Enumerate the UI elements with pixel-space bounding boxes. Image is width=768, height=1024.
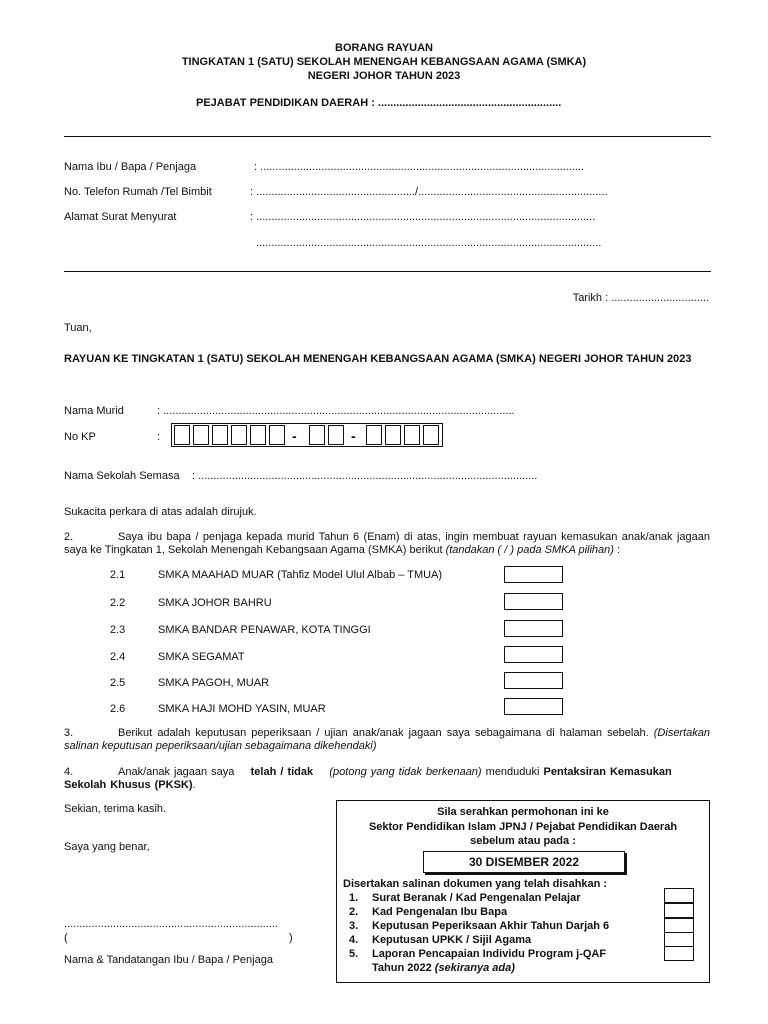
notice-line3: sebelum atau pada :: [470, 835, 576, 847]
ic-digit-box[interactable]: [309, 425, 325, 445]
school-choice-number: 2.2: [110, 597, 126, 609]
letter-subject: RAYUAN KE TINGKATAN 1 (SATU) SEKOLAH MENENGAH KEBANGSAAN AGAMA (SMKA) NEGERI JOHOR TAHUN 2023: [64, 353, 692, 365]
ic-digit-box[interactable]: [404, 425, 420, 445]
phone-label: No. Telefon Rumah /Tel Bimbit: [64, 186, 212, 198]
document-item: Laporan Pencapaian Individu Program j-QAF: [372, 948, 607, 960]
district-office-field[interactable]: PEJABAT PENDIDIKAN DAERAH : ............................................................: [196, 97, 562, 109]
ic-separator: -: [292, 428, 297, 444]
ic-digit-box[interactable]: [385, 425, 401, 445]
signature-label: Nama & Tandatangan Ibu / Bapa / Penjaga: [64, 954, 273, 966]
school-choice-checkbox[interactable]: [504, 698, 563, 715]
para4-text: Anak/anak jagaan saya telah / tidak (potong yang tidak berkenaan) menduduki Pentaksiran Kemasukan Sekolah Khusus (PKSK).: [64, 766, 672, 791]
student-name-label: Nama Murid: [64, 405, 124, 417]
address-field-line2[interactable]: .................................................................................................................: [256, 237, 602, 249]
intro-text: Sukacita perkara di atas adalah dirujuk.: [64, 506, 257, 518]
ic-digit-box[interactable]: [269, 425, 285, 445]
document-item: Keputusan Peperiksaan Akhir Tahun Darjah 6: [372, 920, 610, 932]
ic-digit-box[interactable]: [174, 425, 190, 445]
ic-digit-box[interactable]: [250, 425, 266, 445]
notice-line2: Sektor Pendidikan Islam JPNJ / Pejabat Pendidikan Daerah: [368, 821, 678, 833]
ic-digit-box[interactable]: [193, 425, 209, 445]
form-subtitle-year: NEGERI JOHOR TAHUN 2023: [307, 70, 461, 82]
school-choice-name: SMKA PAGOH, MUAR: [158, 677, 270, 689]
school-choice-number: 2.6: [110, 703, 126, 715]
ic-digit-box[interactable]: [328, 425, 344, 445]
closing-sincerely: Saya yang benar,: [64, 841, 150, 853]
document-checkbox[interactable]: [664, 932, 694, 947]
date-field[interactable]: Tarikh : ................................: [572, 292, 709, 304]
school-choice-number: 2.4: [110, 651, 126, 663]
divider-top: [64, 136, 711, 137]
closing-thanks: Sekian, terima kasih.: [64, 803, 167, 815]
school-choice-name: SMKA HAJI MOHD YASIN, MUAR: [158, 703, 326, 715]
document-number: 4.: [349, 934, 359, 946]
para3-number: 3.: [64, 727, 74, 739]
school-label: Nama Sekolah Semasa: [64, 470, 180, 482]
attendance-choice[interactable]: telah / tidak: [250, 766, 314, 778]
document-checkbox[interactable]: [664, 903, 694, 918]
document-checkbox[interactable]: [664, 888, 694, 903]
school-choice-name: SMKA JOHOR BAHRU: [158, 597, 272, 609]
current-school-field[interactable]: : ...............................................................................................................: [192, 470, 538, 482]
school-choice-name: SMKA SEGAMAT: [158, 651, 245, 663]
school-choice-number: 2.5: [110, 677, 126, 689]
form-title: BORANG RAYUAN: [335, 42, 433, 54]
document-number: 3.: [349, 920, 359, 932]
school-choice-name: SMKA MAAHAD MUAR (Tahfiz Model Ulul Albab – TMUA): [158, 569, 443, 581]
signature-paren-open: (: [64, 932, 68, 944]
divider-middle: [64, 271, 711, 272]
school-choice-checkbox[interactable]: [504, 593, 563, 610]
ic-digit-box[interactable]: [423, 425, 439, 445]
school-choice-name: SMKA BANDAR PENAWAR, KOTA TINGGI: [158, 624, 371, 636]
ic-digit-box[interactable]: [366, 425, 382, 445]
signature-line[interactable]: ......................................................................: [64, 918, 278, 930]
phone-field[interactable]: : ..................................................../..............................................................: [250, 186, 608, 198]
para3-text: Berikut adalah keputusan peperiksaan / ujian anak/anak jagaan saya sebagaimana di halaman sebelah. (Disertakan salinan keputusan peperiksaan/ujian sebagaimana dikehendaki): [64, 727, 711, 752]
school-choice-number: 2.3: [110, 624, 126, 636]
signature-paren-close: ): [289, 932, 293, 944]
school-choice-checkbox[interactable]: [504, 672, 563, 689]
ic-digit-box[interactable]: [231, 425, 247, 445]
para4-number: 4.: [64, 766, 74, 778]
document-checkbox[interactable]: [664, 946, 694, 961]
student-name-field[interactable]: : ...................................................................................................................: [157, 405, 515, 417]
school-choice-checkbox[interactable]: [504, 620, 563, 637]
ic-separator: -: [351, 428, 356, 444]
para2-text: Saya ibu bapa / penjaga kepada murid Tahun 6 (Enam) di atas, ingin membuat rayuan kemasukan anak/anak jagaan saya ke Tingkatan 1, Sekolah Menengah Kebangsaan Agama (SMKA) berikut (tandakan ( / ) pada SMKA pilihan) :: [64, 531, 710, 556]
parent-name-label: Nama Ibu / Bapa / Penjaga: [64, 161, 197, 173]
kp-colon: :: [157, 431, 161, 443]
document-number: 2.: [349, 906, 359, 918]
document-item-continued: Tahun 2022 (sekiranya ada): [372, 962, 515, 974]
ic-digit-box[interactable]: [212, 425, 228, 445]
form-subtitle: TINGKATAN 1 (SATU) SEKOLAH MENENGAH KEBANGSAAN AGAMA (SMKA): [181, 56, 587, 68]
address-field-line1[interactable]: : ...............................................................................................................: [250, 211, 596, 223]
para2-number: 2.: [64, 531, 74, 543]
document-item: Kad Pengenalan Ibu Bapa: [372, 906, 508, 918]
document-number: 1.: [349, 892, 359, 904]
kp-label: No KP: [64, 431, 96, 443]
document-item: Surat Beranak / Kad Pengenalan Pelajar: [372, 892, 581, 904]
salutation: Tuan,: [64, 322, 92, 334]
document-item: Keputusan UPKK / Sijil Agama: [372, 934, 532, 946]
school-choice-checkbox[interactable]: [504, 646, 563, 663]
document-number: 5.: [349, 948, 359, 960]
deadline-date: 30 DISEMBER 2022: [423, 851, 625, 873]
documents-title: Disertakan salinan dokumen yang telah disahkan :: [343, 878, 608, 890]
school-choice-number: 2.1: [110, 569, 126, 581]
address-label: Alamat Surat Menyurat: [64, 211, 177, 223]
parent-name-field[interactable]: : ..........................................................................................................: [254, 161, 585, 173]
school-choice-checkbox[interactable]: [504, 566, 563, 583]
notice-line1: Sila serahkan permohonan ini ke: [437, 806, 609, 818]
document-checkbox[interactable]: [664, 918, 694, 933]
